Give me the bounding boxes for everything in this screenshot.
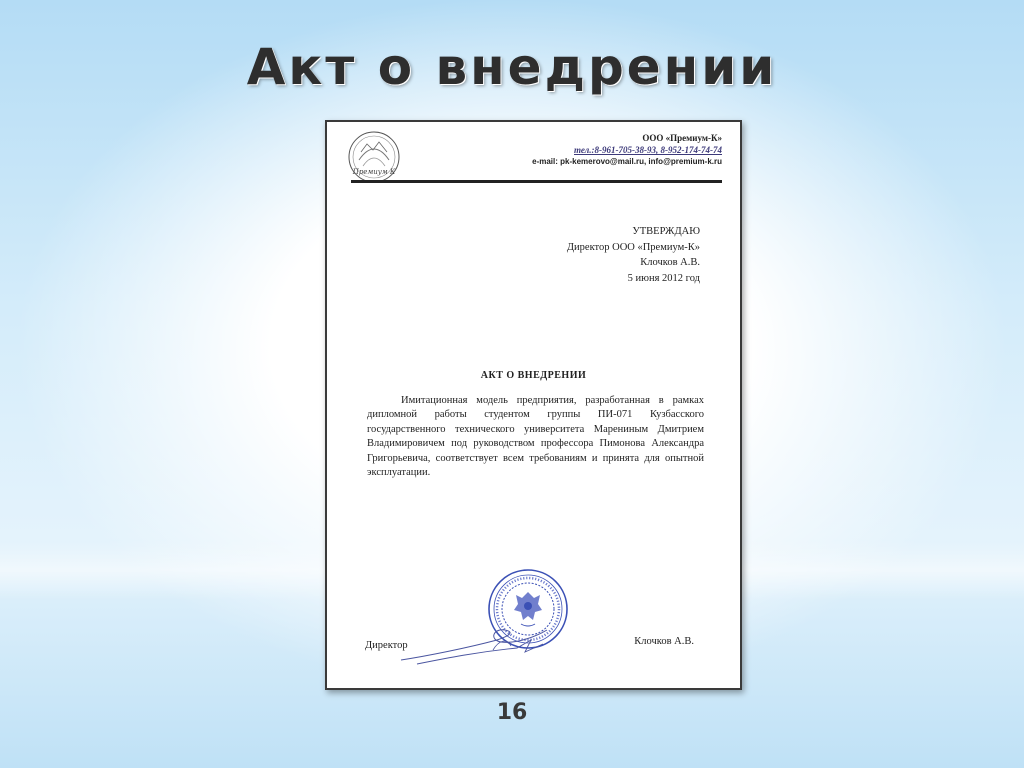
signature-name: Клочков А.В. [634,636,694,647]
approval-line-1: УТВЕРЖДАЮ [632,226,700,237]
company-email: e-mail: pk-kemerovo@mail.ru, info@premium-k.ru [532,157,722,166]
header-divider [351,180,722,183]
approval-line-2: Директор ООО «Премиум-К» [566,241,700,253]
logo-text: Премиум К [352,168,396,176]
approval-line-3: Клочков А.В. [640,257,700,268]
document-heading: АКТ О ВНЕДРЕНИИ [480,370,587,381]
handwritten-signature [397,610,557,670]
company-header [532,132,722,168]
document-scan [325,120,742,690]
approval-line-4: 5 июня 2012 год [627,272,700,284]
company-name: ООО «Премиум-К» [642,133,722,143]
approval-block [567,224,700,286]
company-logo-icon [347,130,401,184]
page-number: 16 [496,700,528,725]
document-body: Имитационная модель предприятия, разработанная в рамках дипломной работы студентом группы ПИ-071 Кузбасского государственного технического университета Марениным Дмитрием Владимировичем под руководством профессора Пимонова Александра Григорьевича, соответствует всем требованиям и принята для опытной эксплуатации. [367,395,704,479]
signature-role: Директор [365,640,408,651]
company-phones: тел.:8-961-705-38-93, 8-952-174-74-74 [574,145,722,155]
slide-title: Акт о внедрении [246,38,778,96]
